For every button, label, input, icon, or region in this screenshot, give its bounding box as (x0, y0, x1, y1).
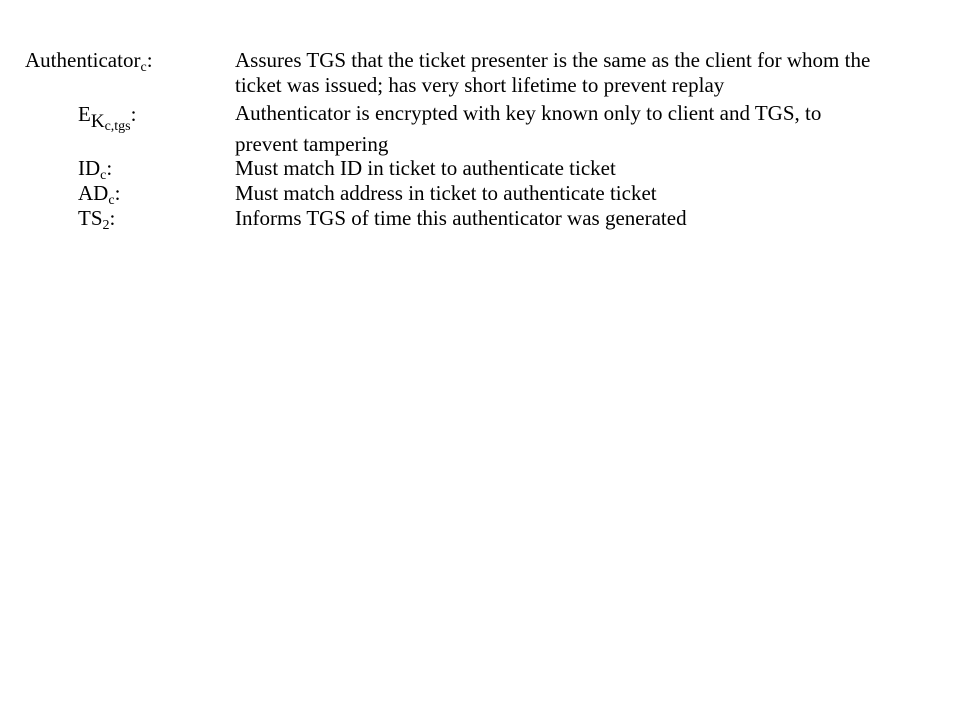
desc-id (235, 156, 935, 181)
desc-line: Must match ID in ticket to authenticate ticket (235, 156, 616, 180)
term-colon: : (146, 48, 153, 72)
desc-line: prevent tampering (235, 132, 389, 156)
term-subscript: c (100, 168, 107, 183)
term-main: AD (78, 181, 109, 205)
term-key-subscript-inner: c,tgs (104, 119, 131, 134)
term-ts (78, 206, 115, 231)
term-colon: : (114, 181, 121, 205)
desc-line: Authenticator is encrypted with key known only to client and TGS, to (235, 101, 822, 125)
term-main: E (78, 102, 91, 126)
term-colon: : (109, 206, 116, 230)
term-main: TS (78, 206, 103, 230)
desc-line: ticket was issued; has very short lifetime to prevent replay (235, 73, 725, 97)
term-subscript: c (108, 193, 115, 208)
desc-line: Must match address in ticket to authenticate ticket (235, 181, 657, 205)
term-key-letter: K (90, 111, 105, 132)
term-subscript: 2 (102, 218, 110, 233)
term-colon: : (106, 156, 113, 180)
desc-ad (235, 181, 935, 206)
term-subscript: c (140, 60, 147, 75)
term-key-subscript (91, 111, 131, 132)
term-authenticator (25, 48, 153, 73)
desc-line: Assures TGS that the ticket presenter is the same as the client for whom the (235, 48, 871, 72)
term-colon: : (130, 102, 137, 126)
desc-line: Informs TGS of time this authenticator was generated (235, 206, 687, 230)
term-id (78, 156, 112, 181)
term-ad (78, 181, 120, 206)
desc-ts (235, 206, 935, 231)
term-main: ID (78, 156, 101, 180)
term-main: Authenticator (25, 48, 141, 72)
desc-encryption (235, 101, 935, 157)
desc-authenticator (235, 48, 935, 98)
term-encryption (78, 102, 137, 134)
